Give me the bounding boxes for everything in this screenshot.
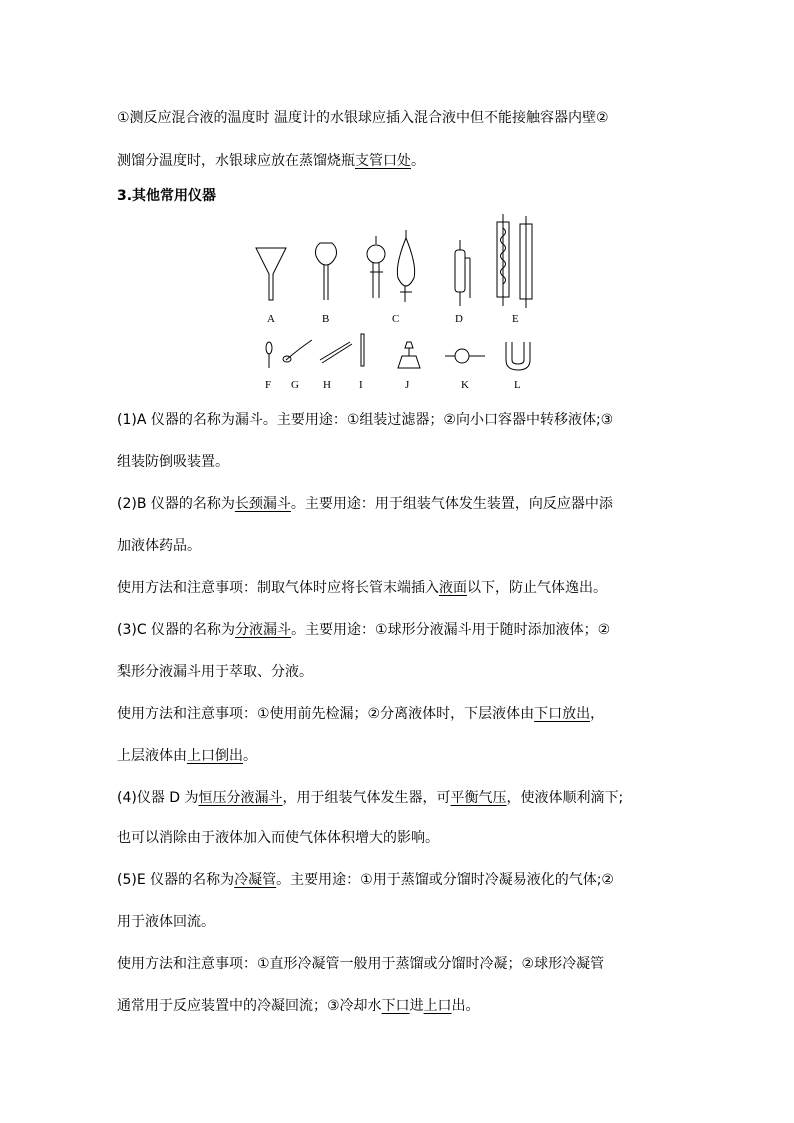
text-span: 。 [411, 153, 425, 169]
label-d: D [455, 313, 463, 325]
text-span: 使用方法和注意事项：①直形冷凝管一般用于蒸馏或分馏时冷凝；②球形冷凝管 [117, 956, 605, 972]
long-neck-funnel-b-icon [316, 243, 337, 300]
label-g: G [291, 379, 299, 391]
heading-text: 3.其他常用仪器 [117, 188, 217, 204]
underlined-term: 液面 [439, 580, 467, 596]
text-span: (5)E 仪器的名称为 [117, 872, 235, 888]
underlined-term: 平衡气压 [450, 790, 507, 806]
text-span: ， [590, 706, 605, 722]
bulb-tube-k-icon [445, 349, 485, 363]
underlined-term: 下口 [381, 998, 410, 1014]
text-span: 通常用于反应装置中的冷凝回流；③冷却水 [117, 998, 382, 1014]
underlined-term: 分液漏斗 [235, 622, 292, 638]
text-span: 。主要用途：①球形分液漏斗用于随时添加液体；② [291, 622, 611, 638]
label-i: I [359, 379, 363, 391]
underlined-term: 恒压分液漏斗 [198, 790, 283, 806]
label-b: B [322, 313, 330, 325]
text-span: 测馏分温度时，水银球应放在蒸馏烧瓶 [117, 153, 355, 169]
text-line-2 [117, 151, 692, 171]
paragraph-8-line-2 [117, 996, 692, 1016]
label-c: C [392, 313, 400, 325]
text-span: 也可以消除由于液体加入而使气体体积增大的影响。 [117, 830, 439, 846]
paragraph-5-line-2 [117, 746, 692, 766]
glass-rod-i-icon [361, 334, 364, 366]
text-span: 加液体药品。 [117, 538, 201, 554]
paragraph-8-line-1 [117, 954, 692, 974]
text-span: 使用方法和注意事项：①使用前先检漏；②分离液体时，下层液体由 [117, 706, 535, 722]
paragraph-4-line-2 [117, 662, 692, 682]
condensers-e-icon [497, 214, 532, 308]
text-span: 。 [243, 748, 257, 764]
label-l: L [514, 379, 521, 391]
label-k: K [461, 379, 469, 391]
paragraph-7-line-1 [117, 870, 692, 890]
constant-pressure-funnel-d-icon [455, 240, 470, 306]
text-span: 用于液体回流。 [117, 914, 215, 930]
text-span: 上层液体由 [117, 748, 187, 764]
label-j: J [405, 379, 410, 391]
text-span: 。主要用途：用于组装气体发生装置，向反应器中添 [290, 496, 613, 512]
tweezers-h-icon [320, 342, 352, 363]
u-tube-l-icon [506, 342, 530, 370]
text-span: ①测反应混合液的温度时 温度计的水银球应插入混合液中但不能接触容器内壁② [117, 110, 609, 126]
paragraph-1-line-1 [117, 410, 692, 430]
label-h: H [323, 379, 331, 391]
funnel-a-icon [256, 248, 286, 300]
text-span: (1)A 仪器的名称为漏斗。主要用途：①组装过滤器；②向小口容器中转移液体;③ [117, 412, 614, 428]
text-span: (4)仪器 D 为 [117, 790, 199, 806]
paragraph-2-line-1 [117, 494, 692, 514]
spoon-g-icon [283, 340, 312, 362]
paragraph-7-line-2 [117, 912, 692, 932]
paragraph-4-line-1 [117, 620, 692, 640]
text-span: (3)C 仪器的名称为 [117, 622, 236, 638]
text-span: 进 [409, 998, 424, 1014]
underlined-term: 长颈漏斗 [234, 496, 291, 512]
paragraph-1-line-2 [117, 452, 692, 472]
paragraph-3-line-1 [117, 578, 692, 598]
underlined-term: 上口 [423, 998, 452, 1014]
underlined-term: 冷凝管 [234, 872, 277, 888]
underlined-term: 上口倒出 [187, 748, 243, 764]
underlined-term: 下口放出 [534, 706, 591, 722]
text-line-1 [117, 108, 692, 128]
underlined-term: 支管口处 [355, 153, 411, 169]
paragraph-5-line-1 [117, 704, 692, 724]
separatory-funnels-c-icon [367, 230, 415, 302]
label-e: E [512, 313, 519, 325]
text-span: 以下，防止气体逸出。 [467, 580, 607, 596]
paragraph-6-line-1 [117, 788, 692, 808]
text-span: 出。 [451, 998, 480, 1014]
instrument-figure [250, 210, 550, 395]
paragraph-2-line-2 [117, 536, 692, 556]
alcohol-lamp-j-icon [398, 342, 420, 368]
paragraph-6-line-2 [117, 828, 692, 848]
text-span: ，用于组装气体发生器，可 [282, 790, 451, 806]
label-f: F [265, 379, 272, 391]
text-span: 。主要用途：①用于蒸馏或分馏时冷凝易液化的气体;② [276, 872, 614, 888]
text-span: 使用方法和注意事项：制取气体时应将长管末端插入 [117, 580, 439, 596]
label-a: A [267, 313, 275, 325]
text-span: 组装防倒吸装置。 [117, 454, 229, 470]
text-span: 梨形分液漏斗用于萃取、分液。 [117, 664, 313, 680]
section-heading [117, 186, 692, 206]
text-span: ，使液体顺利滴下; [506, 790, 624, 806]
text-span: (2)B 仪器的名称为 [117, 496, 235, 512]
dropper-f-icon [266, 342, 272, 368]
